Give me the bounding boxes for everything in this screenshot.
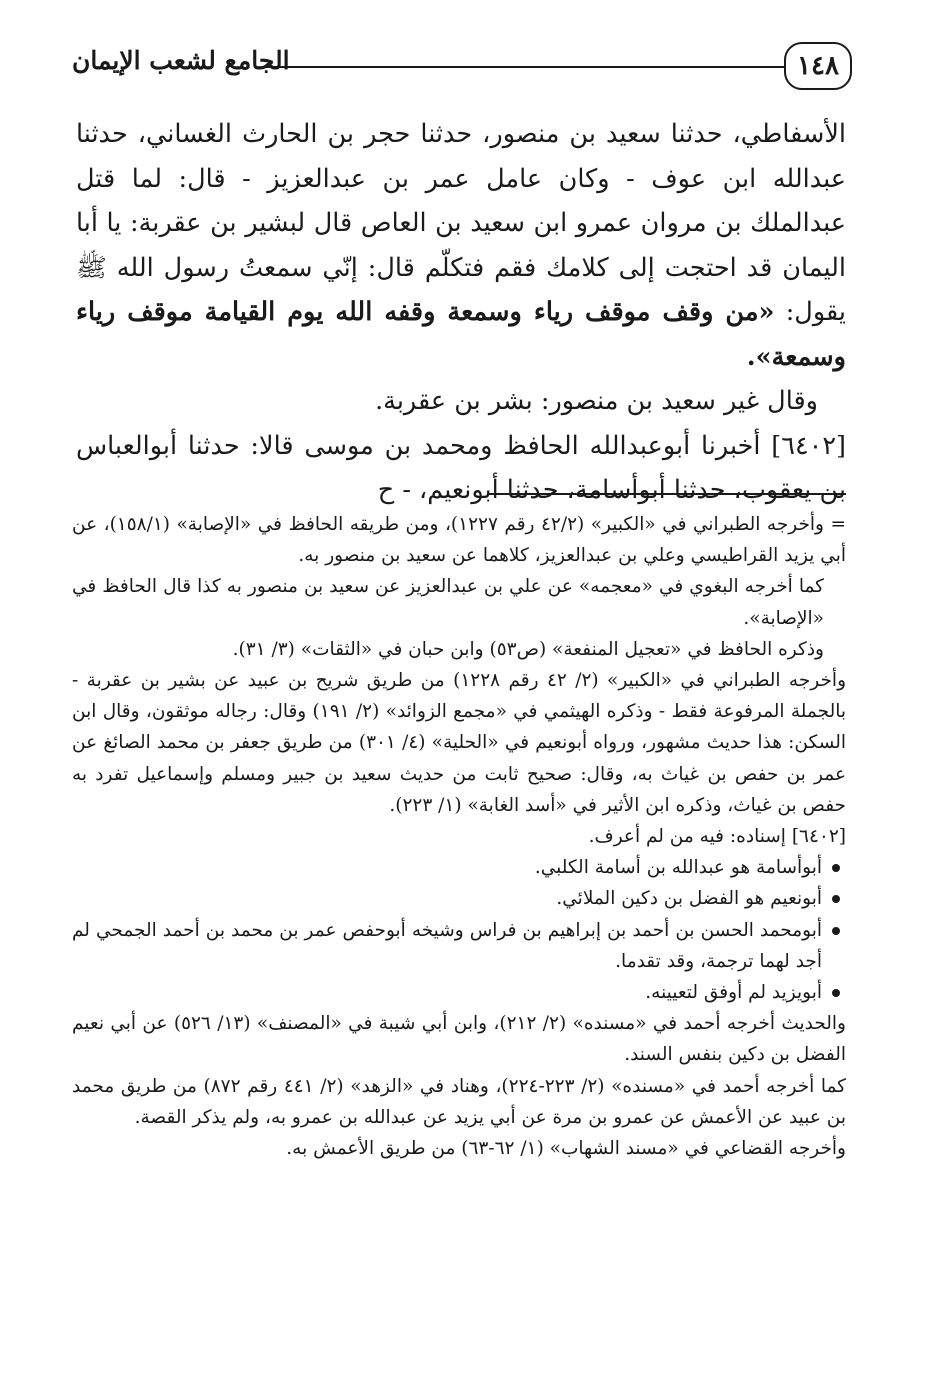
list-item: أبوأسامة هو عبدالله بن أسامة الكلبي. — [72, 852, 846, 883]
book-title: الجامع لشعب الإيمان — [72, 46, 290, 75]
narration-text: الأسفاطي، حدثنا سعيد بن منصور، حدثنا حجر بن الحارث الغساني، حدثنا عبدالله ابن عوف - وكان عامل عمر بن عبدالعزيز - قال: لما قتل عبدالملك بن مروان عمرو ابن سعيد بن العاص قال لبشير بن عقربة: يا أبا اليمان قد احتجت إلى كلامك فقم فتكلّم قال: إنّي سمعتُ رسول الله ﷺ يقول: — [76, 119, 846, 327]
hadith-text: «من وقف موقف رياء وسمعة وقفه الله يوم القيامة موقف رياء وسمعة». — [76, 297, 846, 372]
footnote-paragraph: [٦٤٠٢] إسناده: فيه من لم أعرف. — [588, 826, 846, 848]
bullet-icon — [832, 927, 840, 935]
main-paragraph — [76, 112, 846, 379]
footnote-paragraph: كما أخرجه أحمد في «مسنده» (٢/ ٢٢٣-٢٢٤)، وهناد في «الزهد» (٢/ ٤٤١ رقم ٨٧٢) من طريق محمد بن عبيد عن الأعمش عن عمرو بن مرة عن أبي يزيد عن عبدالله بن عمرو به، ولم يذكر القصة. — [72, 1075, 846, 1128]
main-paragraph: [٦٤٠٢] أخبرنا أبوعبدالله الحافظ ومحمد بن موسى قالا: حدثنا أبوالعباس بن يعقوب، حدثنا أبوأسامة، حدثنا أبونعيم، - ح — [76, 430, 846, 505]
footnotes — [72, 509, 846, 1164]
footnote-paragraph: والحديث أخرجه أحمد في «مسنده» (٢/ ٢١٢)، وابن أبي شيبة في «المصنف» (١٣/ ٥٢٦) عن أبي نعيم الفضل بن دكين بنفس السند. — [72, 1013, 846, 1066]
list-item: أبومحمد الحسن بن أحمد بن إبراهيم بن فراس وشيخه أبوحفص عمر بن محمد بن أحمد الجمحي لم أجد لهما ترجمة، وقد تقدما. — [72, 915, 846, 977]
narrator-list — [72, 852, 846, 1008]
bullet-icon — [832, 895, 840, 903]
bullet-icon — [832, 989, 840, 997]
main-text — [76, 112, 846, 513]
footnote-separator — [488, 493, 846, 495]
footnote-paragraph: كما أخرجه البغوي في «معجمه» عن علي بن عبدالعزيز عن سعيد بن منصور به كذا قال الحافظ في «الإصابة». — [72, 576, 824, 629]
main-paragraph: وقال غير سعيد بن منصور: بشر بن عقربة. — [375, 386, 818, 416]
header-rule — [262, 66, 786, 68]
list-item: أبونعيم هو الفضل بن دكين الملائي. — [72, 883, 846, 914]
footnote-paragraph: وأخرجه الطبراني في «الكبير» (٢/ ٤٢ رقم ١٢٢٨) من طريق شريح بن عبيد عن بشير بن عقربة - بالجملة المرفوعة فقط - وذكره الهيثمي في «مجمع الزوائد» (٢/ ١٩١) وقال: رجاله موثقون، وقال ابن السكن: هذا حديث مشهور، ورواه أبونعيم في «الحلية» (٤/ ٣٠١) من طريق جعفر بن محمد الصائغ عن عمر بن حفص بن غياث به، وقال: صحيح ثابت من حديث سعيد بن جبير ومسلم وإسماعيل تفرد به حفص بن غياث، وذكره ابن الأثير في «أسد الغابة» (١/ ٢٢٣). — [72, 670, 847, 816]
footnote-paragraph: وأخرجه القضاعي في «مسند الشهاب» (١/ ٦٢-٦٣) من طريق الأعمش به. — [286, 1138, 846, 1160]
page-number: ١٤٨ — [784, 42, 852, 90]
footnote-paragraph: = وأخرجه الطبراني في «الكبير» (٤٢/٢ رقم ١٢٢٧)، ومن طريقه الحافظ في «الإصابة» (١٥٨/١)، عن أبي يزيد القراطيسي وعلي بن عبدالعزيز، كلاهما عن سعيد بن منصور به. — [72, 514, 846, 567]
list-item: أبويزيد لم أوفق لتعيينه. — [72, 977, 846, 1008]
bullet-icon — [832, 864, 840, 872]
footnote-paragraph: وذكره الحافظ في «تعجيل المنفعة» (ص٥٣) وابن حبان في «الثقات» (٣/ ٣١). — [232, 638, 824, 660]
page-header — [72, 38, 852, 98]
